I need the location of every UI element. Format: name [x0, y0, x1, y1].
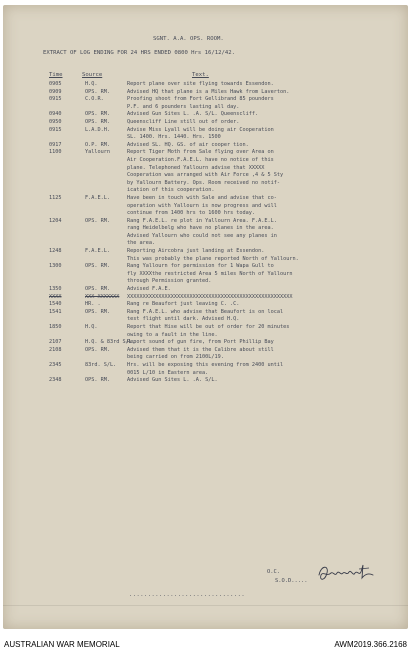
- entry-time: 1540: [49, 301, 62, 308]
- entry-source: H.Q.: [85, 324, 98, 330]
- entry-source: H.Q.: [85, 81, 98, 87]
- log-entry: [49, 324, 399, 339]
- entry-text-line: continue from 1400 hrs to 1600 hrs today.: [127, 210, 256, 217]
- entry-text-line: XXXXXXXXXXXXXXXXXXXXXXXXXXXXXXXXXXXXXXXXXXXXXXXXXXXXX: [127, 293, 293, 300]
- entry-time: 1248: [49, 248, 62, 255]
- entry-time: 1125: [49, 194, 62, 201]
- column-header-text: Text.: [192, 72, 209, 78]
- entry-text-line: Queenscliff Line still out of order.: [127, 118, 240, 125]
- entry-text: [127, 309, 399, 324]
- entry-text-line: Have been in touch with Sale and advise that co-: [127, 194, 277, 201]
- entry-text-line: owing to a fault in the line.: [127, 331, 218, 338]
- log-entry: [49, 362, 399, 377]
- entry-time: 1100: [49, 149, 62, 156]
- paper-fold: [3, 605, 408, 606]
- entry-time: 2107: [49, 339, 62, 346]
- entry-text: [127, 339, 399, 347]
- log-entry: [49, 89, 399, 97]
- entry-text: [127, 218, 399, 248]
- signature-block: [265, 561, 385, 591]
- entry-source: OPS. RM.: [85, 111, 110, 118]
- entry-text-line: SL. 1400. Hrs. 1440. Hrs. 1500: [127, 134, 221, 141]
- log-entry: [49, 301, 399, 309]
- log-entry: [49, 309, 399, 324]
- entry-time: 0915: [49, 96, 62, 103]
- log-entry: [49, 96, 399, 111]
- entry-text-line: rang Heidelbelg who have no planes in the area.: [127, 225, 274, 232]
- entry-source: O.P. RM.: [85, 141, 110, 148]
- entry-time: 2345: [49, 361, 62, 368]
- entry-text: [127, 149, 399, 195]
- signature-label: O.C.: [267, 569, 280, 575]
- entry-time: XXXX: [49, 293, 62, 300]
- entry-text-line: Hrs. will be exposing this evening from 2400 until: [127, 361, 284, 368]
- log-entry: [49, 149, 399, 195]
- entry-source: OPS. RM.: [85, 88, 110, 95]
- document-header: SGNT. A.A. OPS. ROOM.: [153, 36, 224, 42]
- log-entry: [49, 119, 399, 127]
- entry-time: 0915: [49, 126, 62, 133]
- entry-text-line: operation with Yallourn is now progress and will: [127, 202, 277, 209]
- entry-text-line: Advised F.A.E.: [127, 286, 171, 293]
- entry-text-line: Air Cooperation.F.A.E.L. have no notice of this: [127, 156, 274, 163]
- entry-text: [127, 142, 399, 150]
- entry-source: 83rd. S/L.: [85, 361, 117, 368]
- footer: [0, 637, 411, 653]
- entry-text-line: Reporting Aircobra just landing at Essendon.: [127, 248, 265, 255]
- entry-text: [127, 347, 399, 362]
- entry-time: 1850: [49, 324, 62, 330]
- signature-label-2: S.O.D.....: [275, 578, 308, 584]
- entry-text-line: Rang Yallourn for permission for 1 Wapa Gull to: [127, 263, 274, 270]
- entry-text-line: Report sound of gun fire, from Port Phillip Bay: [127, 339, 274, 346]
- entry-text-line: Advised Gun Sites L. .A. S/L. Queenscliff.: [127, 111, 259, 118]
- entry-text: [127, 286, 399, 294]
- entry-source: OPS. RM.: [85, 377, 110, 384]
- entry-time: 0940: [49, 111, 62, 118]
- entry-text-line: Rang re Beaufort just leaving C. .C.: [127, 301, 240, 308]
- handwritten-signature: [315, 561, 377, 587]
- entry-text-line: plane. Telephoned Yallourn advise that XXXXX: [127, 164, 265, 171]
- document-subheader: EXTRACT OF LOG ENDING FOR 24 HRS ENDED 0800 Hrs 16/12/42.: [43, 50, 235, 56]
- entry-text-line: Advise Miss Lyall will be doing air Cooperation: [127, 126, 274, 133]
- entry-source: OPS. RM.: [85, 263, 110, 270]
- log-entry: [49, 263, 399, 286]
- entry-text-line: ication of this cooperation.: [127, 187, 215, 194]
- entry-text-line: Advised Yallourn who could not see any planes in: [127, 232, 277, 239]
- entry-text: [127, 127, 399, 142]
- entry-time: 2348: [49, 377, 62, 384]
- entry-text-line: 0015 L/10 in Eastern area.: [127, 369, 209, 376]
- entry-time: 0917: [49, 141, 62, 148]
- log-entry: [49, 111, 399, 119]
- entry-text-line: by Yallourn Battery. Ops. Room received no notif-: [127, 179, 281, 186]
- log-entry: [49, 286, 399, 294]
- log-entry: [49, 248, 399, 263]
- entry-text-line: Advised SL. HQ. GS. of air cooper tion.: [127, 141, 249, 148]
- entry-time: 1300: [49, 263, 62, 270]
- entry-text-line: This was probably the plane reported North of Yallourn.: [127, 255, 299, 262]
- entry-source: OPS. RM.: [85, 346, 110, 353]
- entry-text-line: through Permission granted.: [127, 278, 212, 285]
- entry-text: [127, 362, 399, 377]
- entry-text: [127, 81, 399, 89]
- log-entry: [49, 142, 399, 150]
- entry-text: [127, 111, 399, 119]
- entry-text-line: being carried on from 2100L/19.: [127, 354, 224, 361]
- log-entry: [49, 377, 399, 385]
- entry-text-line: Rang F.A.E.L. re plot in Yallourn Area. F.A.E.L.: [127, 217, 277, 224]
- log-entry: [49, 127, 399, 142]
- entry-text-line: the area.: [127, 240, 156, 247]
- entry-time: 0909: [49, 88, 62, 95]
- entry-text: [127, 377, 399, 385]
- entry-time: 1350: [49, 286, 62, 293]
- entry-source: OPS. RM.: [85, 308, 110, 315]
- column-header-time: Time: [49, 72, 63, 78]
- entry-time: 2108: [49, 346, 62, 353]
- document-page: [3, 5, 408, 629]
- log-entries: [49, 81, 399, 385]
- log-entry: [49, 294, 399, 302]
- entry-text-line: Report that Hise will be out of order for 20 minutes: [127, 324, 290, 330]
- entry-text: [127, 119, 399, 127]
- entry-text: [127, 195, 399, 218]
- entry-text-line: Report Tiger Moth from Sale flying over Area on: [127, 149, 274, 156]
- entry-source: OPS. RM.: [85, 118, 110, 125]
- entry-source: C.O.R.: [85, 96, 104, 103]
- entry-text-line: Advised them that it is the Calibre about still: [127, 346, 274, 353]
- column-header-source: Source: [82, 72, 103, 78]
- entry-text-line: test flight until dark. Advised H.Q.: [127, 316, 240, 323]
- entry-text-line: fly XXXXthe restricted Area 5 miles North of Yallourn: [127, 270, 293, 277]
- entry-time: 0950: [49, 118, 62, 125]
- entry-text: [127, 89, 399, 97]
- entry-text-line: Cooperation was arranged with Air Force ,4 & 5 Sty: [127, 172, 284, 179]
- entry-source: OPS. RM.: [85, 217, 110, 224]
- entry-text-line: Advised HQ that plane is a Miles Hawk from Laverton.: [127, 88, 290, 95]
- entry-text: [127, 294, 399, 302]
- entry-text-line: Report plane over site flying towards Essendon.: [127, 81, 274, 87]
- entry-text: [127, 301, 399, 309]
- entry-source: XXX XXXXXXX: [85, 293, 120, 300]
- entry-text: [127, 263, 399, 286]
- log-entry: [49, 339, 399, 347]
- entry-text-line: Advised Gun Sites L. .A. S/L.: [127, 377, 218, 384]
- log-entry: [49, 347, 399, 362]
- log-entry: [49, 218, 399, 248]
- log-entry: [49, 195, 399, 218]
- log-entry: [49, 81, 399, 89]
- entry-source: F.A.E.L.: [85, 248, 110, 255]
- dotted-line: ...............................: [129, 592, 246, 598]
- entry-time: 1541: [49, 308, 62, 315]
- entry-time: 0905: [49, 81, 62, 87]
- entry-text-line: P.F. and 6 pounders lasting all day.: [127, 103, 240, 110]
- entry-time: 1204: [49, 217, 62, 224]
- entry-text-line: Rang F.A.E.L. who advise that Beaufort is on local: [127, 308, 284, 315]
- footer-left: AUSTRALIAN WAR MEMORIAL: [4, 640, 120, 649]
- entry-source: Yallourn: [85, 149, 110, 156]
- entry-text: [127, 96, 399, 111]
- entry-source: F.A.E.L.: [85, 194, 110, 201]
- entry-source: L.A.D.H.: [85, 126, 110, 133]
- entry-source: OPS. RM.: [85, 286, 110, 293]
- entry-text: [127, 324, 399, 339]
- footer-right: AWM2019.366.2168: [334, 640, 407, 649]
- entry-text-line: Proofing shoot from Fort Gellibrand 85 pounders: [127, 96, 274, 103]
- entry-source: HR. .: [85, 301, 101, 308]
- entry-text: [127, 248, 399, 263]
- entry-source: H.Q. & 83rd S/L.: [85, 339, 135, 346]
